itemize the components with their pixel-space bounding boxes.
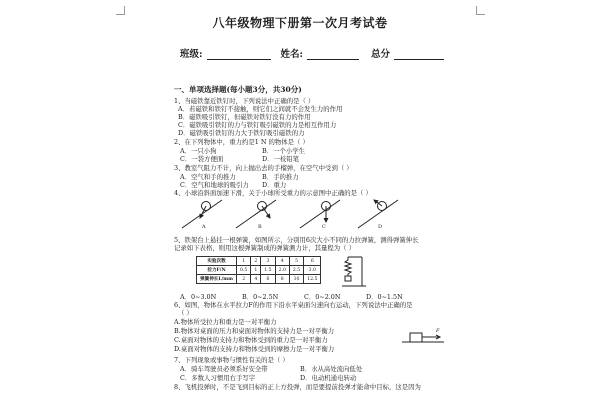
incline-figure-c bbox=[300, 200, 340, 228]
q6-stem-cont: （ ） bbox=[178, 309, 193, 317]
q4-stem: 4、小球沿斜面加速下滑，关于小球所受重力的示意图中正确的是（ ） bbox=[174, 189, 372, 197]
q5-option: D．0~1.5N bbox=[366, 293, 403, 301]
class-label: 班级: bbox=[180, 49, 203, 60]
q7-option: B．水从高处流向低处 bbox=[300, 365, 363, 373]
q5-stem-cont: 记录如下表格，则用这根弹簧制成的弹簧测力计，其量程为（ ） bbox=[174, 244, 355, 252]
table-row-head: 弹簧伸长L/mm bbox=[197, 275, 237, 284]
table-cell: 3.0 bbox=[304, 266, 321, 275]
q3-option: A．空气和手的推力 bbox=[180, 173, 236, 181]
q3-option: C．空气和地球的吸引力 bbox=[180, 181, 249, 189]
table-cell: 2 bbox=[251, 257, 261, 266]
exam-title: 八年级物理下册第一次月考试卷 bbox=[212, 16, 388, 30]
q7-stem: 7、下列现象或事物与惯性有关的是（ ） bbox=[174, 356, 289, 364]
q2-option: D．一枝铅笔 bbox=[262, 155, 300, 163]
table-cell: 2.5 bbox=[289, 266, 303, 275]
section-heading: 一、单项选择题(每小题3分，共30分) bbox=[174, 85, 302, 94]
fig-label-c: C bbox=[322, 224, 326, 230]
fig-label-d: D bbox=[378, 224, 383, 230]
q5-stem: 5、铁架台上悬挂一根弹簧，如图所示，分别用6次大小不同的力拉弹簧，测得弹簧伸长 bbox=[174, 236, 419, 244]
spring-stand-figure bbox=[336, 254, 370, 288]
table-cell: 0.5 bbox=[237, 266, 251, 275]
q3-option: D．重力 bbox=[262, 181, 287, 189]
spring-data-table bbox=[196, 256, 321, 284]
table-row-head: 拉力F/N bbox=[197, 266, 237, 275]
q6-option: C.桌面对物体的支持力和物体受到的重力是一对平衡力 bbox=[174, 336, 328, 344]
q1-option: A．若磁铁和铁钉不接触，则它们之间就不会发生力的作用 bbox=[178, 105, 343, 113]
q2-option: C．一袋方便面 bbox=[180, 155, 224, 163]
q8-stem: 8、飞机投弹时，不是飞到目标的正上方投弹，而是要提前投弹才能命中目标，这是因为 bbox=[174, 383, 421, 391]
fig-label-b: B bbox=[258, 224, 262, 230]
table-cell: 4 bbox=[251, 275, 261, 284]
table-cell: 3 bbox=[261, 257, 275, 266]
q7-option: D．电动机通电转动 bbox=[300, 374, 357, 382]
q6-option: D.桌面对物体的支持力和物体受到的摩擦力是一对平衡力 bbox=[174, 345, 335, 353]
q1-option: C．磁铁吸引铁钉的力与铁钉吸引磁铁的力是相互作用力 bbox=[178, 121, 337, 129]
table-cell: 5 bbox=[289, 257, 303, 266]
force-label: F bbox=[436, 328, 440, 334]
table-cell: 2 bbox=[237, 275, 251, 284]
table-cell: 10 bbox=[289, 275, 303, 284]
table-row-head: 实验次数 bbox=[197, 257, 237, 266]
q2-stem: 2、在下列物体中，重力约是1 N 的物体是（ ） bbox=[174, 138, 309, 146]
q1-stem: 1、当磁铁靠近铁钉时，下列说法中正确的是（ ） bbox=[174, 97, 315, 105]
q3-stem: 3、教室气阻力不计，向上抛出去的手榴弹，在空气中受到（ ） bbox=[174, 164, 353, 172]
name-label: 姓名: bbox=[280, 49, 304, 60]
table-row bbox=[197, 275, 321, 284]
table-cell: 1 bbox=[251, 266, 261, 275]
q6-stem: 6、如图，物体在水平拉力F的作用下沿水平桌面匀速向右运动，下列说法中正确的是 bbox=[174, 301, 413, 309]
q1-option: D．磁铁吸引铁钉的力大于铁钉吸引磁铁的力 bbox=[178, 129, 305, 137]
q5-option: B．0~2.5N bbox=[242, 293, 279, 301]
score-blank bbox=[394, 48, 444, 60]
table-cell: 12.5 bbox=[304, 275, 321, 284]
table-row bbox=[197, 257, 321, 266]
student-info-row bbox=[180, 46, 444, 60]
incline-figure-b bbox=[236, 200, 276, 228]
incline-figures bbox=[0, 196, 600, 236]
score-label: 总分 bbox=[371, 49, 391, 60]
q5-option: A．0~3.0N bbox=[180, 293, 217, 301]
table-cell: 2.0 bbox=[275, 266, 289, 275]
table-cell: 1 bbox=[237, 257, 251, 266]
q7-option: C．多数人习惯用右手写字 bbox=[180, 374, 256, 382]
class-blank bbox=[207, 48, 271, 60]
q7-option: A．骑车驾驶员必须系好安全带 bbox=[180, 365, 268, 373]
table-cell: 1.5 bbox=[261, 266, 275, 275]
q2-option: B．一个小学生 bbox=[262, 147, 306, 155]
table-cell: 6 bbox=[304, 257, 321, 266]
q5-option: C．0~2.0N bbox=[304, 293, 341, 301]
q6-option: B.物体对桌面的压力和桌面对物体的支持力是一对平衡力 bbox=[174, 327, 335, 335]
table-cell: 8 bbox=[275, 275, 289, 284]
table-cell: 6 bbox=[261, 275, 275, 284]
name-blank bbox=[307, 48, 359, 60]
q6-option: A.物体所受拉力和重力是一对平衡力 bbox=[174, 318, 277, 326]
table-row bbox=[197, 266, 321, 275]
q3-option: B．手的推力 bbox=[262, 173, 299, 181]
fig-label-a: A bbox=[202, 224, 206, 230]
table-cell: 4 bbox=[275, 257, 289, 266]
q1-option: B．磁铁吸引铁钉，但磁铁对铁钉没有力的作用 bbox=[178, 113, 311, 121]
q2-option: A．一只小狗 bbox=[180, 147, 217, 155]
